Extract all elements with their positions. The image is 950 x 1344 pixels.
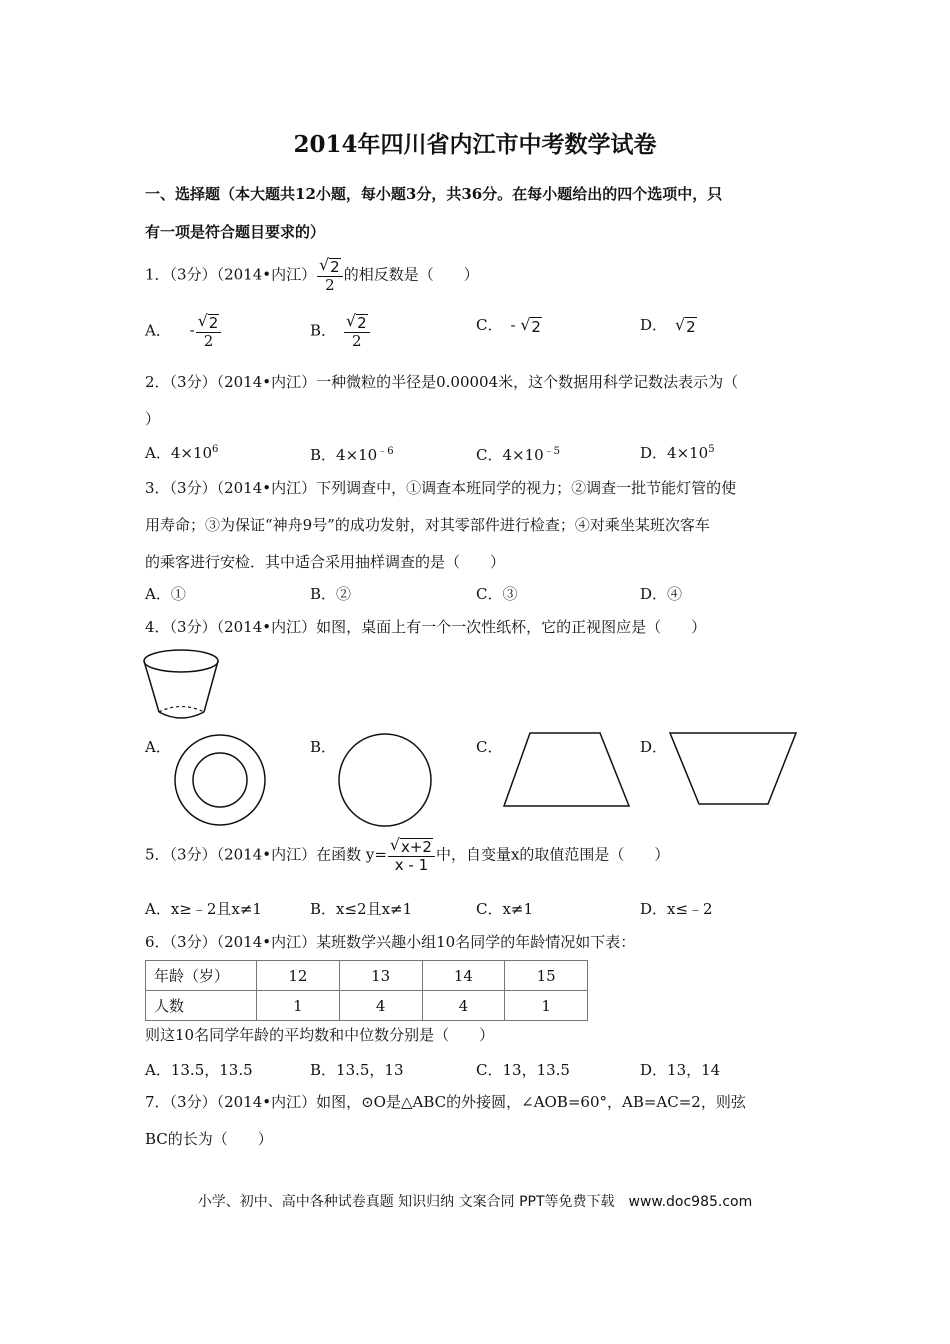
q6-option-a[interactable]: A．13.5，13.5 — [145, 1061, 253, 1079]
question-7-line2: BC的长为（ ） — [145, 1130, 273, 1148]
table-cell: 14 — [422, 961, 505, 991]
table-cell: 4 — [422, 991, 505, 1021]
q5-option-b[interactable]: B．x≤2且x≠1 — [310, 900, 413, 918]
q5-option-a[interactable]: A．x≥﹣2且x≠1 — [145, 900, 262, 918]
q4-option-b-circle[interactable] — [338, 733, 432, 827]
q3-option-d[interactable]: D．④ — [640, 585, 683, 603]
question-6-line1: 6．（3分）（2014•内江）某班数学兴趣小组10名同学的年龄情况如下表： — [145, 933, 636, 951]
q5-function-fraction: √ x+2 x - 1 — [388, 836, 435, 875]
q3-option-b[interactable]: B．② — [310, 585, 352, 603]
q2-option-d[interactable]: D．$4\times 10^5$ — [640, 444, 715, 462]
page-footer: 小学、初中、高中各种试卷真题 知识归纳 文案合同 PPT等免费下载 www.doc985.com — [197, 1194, 753, 1210]
table-row — [146, 991, 588, 1021]
q4-option-a-label[interactable]: A． — [145, 738, 171, 756]
question-5: 5．（3分）（2014•内江）在函数 y= √ x+2 x - 1 中，自变量x的取值范围是（ ） — [145, 835, 670, 875]
question-1 — [145, 256, 479, 295]
question-4-line1: 4．（3分）（2014•内江）如图，桌面上有一个一次性纸杯，它的正视图应是（ ） — [145, 618, 707, 636]
table-cell: 15 — [505, 961, 588, 991]
question-6-line2: 则这10名同学年龄的平均数和中位数分别是（ ） — [145, 1026, 495, 1044]
q1-fraction: √ 2 2 — [317, 256, 343, 295]
table-cell: 4 — [339, 991, 422, 1021]
q3-option-c[interactable]: C．③ — [476, 585, 518, 603]
q6-option-b[interactable]: B．13.5，13 — [310, 1061, 404, 1079]
q4-option-c-label[interactable]: C． — [476, 738, 503, 756]
q3-option-a[interactable]: A．① — [145, 585, 186, 603]
age-table — [145, 960, 588, 1021]
q1-suffix: 的相反数是（ ） — [343, 265, 479, 284]
q1-option-c[interactable]: C． - √ 2 — [476, 315, 541, 336]
table-cell: 年龄（岁） — [146, 961, 257, 991]
q6-option-d[interactable]: D．13，14 — [640, 1061, 721, 1079]
q2-option-b[interactable]: B．$4\times 10^{﹣6}$ — [310, 446, 394, 464]
q4-option-a-concentric-circles[interactable] — [173, 733, 267, 827]
page-title: 2014年四川省内江市中考数学试卷 — [293, 131, 657, 158]
q1-option-b[interactable]: B． √ 2 2 — [310, 312, 371, 351]
question-2-line1: 2．（3分）（2014•内江）一种微粒的半径是0.00004米，这个数据用科学记数法表示为（ — [145, 373, 739, 391]
question-3-line3: 的乘客进行安检．其中适合采用抽样调查的是（ ） — [145, 553, 506, 571]
q4-option-c-trapezoid[interactable] — [502, 731, 632, 809]
table-cell: 12 — [257, 961, 340, 991]
q2-option-c[interactable]: C．$4\times 10^{﹣5}$ — [476, 446, 561, 464]
q4-option-b-label[interactable]: B． — [310, 738, 337, 756]
q5-option-c[interactable]: C．x≠1 — [476, 900, 534, 918]
question-3-line2: 用寿命；③为保证“神舟9号”的成功发射，对其零部件进行检查；④对乘坐某班次客车 — [145, 516, 710, 534]
section-heading-line2: 有一项是符合题目要求的） — [145, 223, 326, 241]
table-row — [146, 961, 588, 991]
question-3-line1: 3．（3分）（2014•内江）下列调查中，①调查本班同学的视力；②调查一批节能灯管的使 — [145, 479, 737, 497]
q2-option-a[interactable]: A．$4\times 10^6$ — [145, 444, 219, 462]
table-cell: 1 — [257, 991, 340, 1021]
q4-option-d-inverted-trapezoid[interactable] — [668, 731, 798, 807]
q1-option-a[interactable]: A． - √ 2 2 — [145, 312, 222, 351]
table-cell: 人数 — [146, 991, 257, 1021]
q1-prefix: 1．（3分）（2014•内江） — [145, 265, 317, 284]
q1-option-d[interactable]: D． √ 2 — [640, 315, 696, 336]
q6-option-c[interactable]: C．13，13.5 — [476, 1061, 570, 1079]
q4-option-d-label[interactable]: D． — [640, 738, 668, 756]
table-cell: 1 — [505, 991, 588, 1021]
question-7-line1: 7．（3分）（2014•内江）如图，⊙O是△ABC的外接圆，∠AOB=60°，AB=AC=2，则弦 — [145, 1093, 746, 1111]
section-heading-line1: 一、选择题（本大题共12小题，每小题3分，共36分。在每小题给出的四个选项中，只 — [145, 185, 723, 203]
table-cell: 13 — [339, 961, 422, 991]
question-2-line2: ） — [145, 410, 161, 428]
q5-option-d[interactable]: D．x≤﹣2 — [640, 900, 713, 918]
paper-cup-figure — [142, 646, 222, 722]
